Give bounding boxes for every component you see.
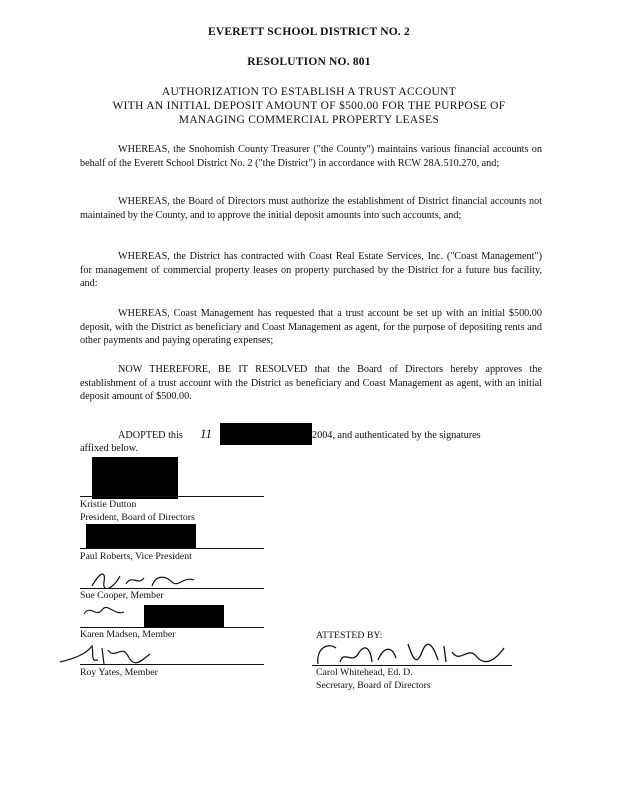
- redacted-signature-4: [144, 605, 224, 627]
- signatory-4-name: Karen Madsen, Member: [80, 629, 176, 640]
- signature-line-5: [80, 664, 264, 665]
- signatory-2-name: Paul Roberts, Vice President: [80, 551, 192, 562]
- signatory-3-name: Sue Cooper, Member: [80, 590, 164, 601]
- paragraph-2: WHEREAS, the Board of Directors must authorize the establishment of District financial accounts not maintained by the County, and to approve the initial deposit amounts into such accounts, and;: [80, 196, 542, 221]
- district-heading: EVERETT SCHOOL DISTRICT NO. 2: [208, 26, 410, 38]
- paragraph-1: WHEREAS, the Snohomish County Treasurer ("the County") maintains various financial accounts on behalf of the Everett School District No. 2 ("the District") in accordance with RCW 28A.510.270, and;: [80, 144, 542, 169]
- redacted-signature-1: [92, 457, 178, 499]
- signature-line-3: [80, 588, 264, 589]
- paragraph-3: WHEREAS, the District has contracted with Coast Real Estate Services, Inc. ("Coast Management") for management of commercial property leases on property purchased by the District for a future bus facility, and:: [80, 251, 542, 289]
- signatory-1-title: President, Board of Directors: [80, 512, 195, 523]
- secretary-title: Secretary, Board of Directors: [316, 680, 431, 691]
- adopted-day: 11: [200, 426, 213, 441]
- signature-line-4: [80, 627, 264, 628]
- redacted-month: [220, 423, 312, 445]
- paragraph-5: NOW THEREFORE, BE IT RESOLVED that the Board of Directors hereby approves the establishment of a trust account with the District as beneficiary and Coast Management as agent, with an initial deposit amount of $500.00.: [80, 364, 542, 402]
- redacted-signature-2: [86, 524, 196, 548]
- signature-scribble-4: [80, 602, 140, 622]
- signatory-5-name: Roy Yates, Member: [80, 667, 158, 678]
- resolution-number: RESOLUTION NO. 801: [247, 56, 371, 68]
- attest-signature-line: [312, 665, 512, 666]
- signatory-1-name: Kristie Dutton: [80, 499, 137, 510]
- adopted-line-2: affixed below.: [80, 443, 138, 454]
- secretary-name: Carol Whitehead, Ed. D.: [316, 667, 413, 678]
- title-line-2: WITH AN INITIAL DEPOSIT AMOUNT OF $500.00 FOR THE PURPOSE OF: [112, 100, 506, 112]
- adopted-prefix: ADOPTED this: [118, 430, 183, 441]
- title-line-1: AUTHORIZATION TO ESTABLISH A TRUST ACCOUNT: [161, 86, 457, 98]
- signature-line-1: [80, 496, 264, 497]
- paragraph-4: WHEREAS, Coast Management has requested that a trust account be set up with an initial $500.00 deposit, with the District as beneficiary and Coast Management as agent, for the purpose of depositing rents and other payments and paying operating expenses;: [80, 308, 542, 346]
- adopted-year-text: 2004, and authenticated by the signatures: [312, 430, 481, 441]
- title-line-3: MANAGING COMMERCIAL PROPERTY LEASES: [178, 114, 440, 126]
- signature-line-2: [80, 548, 264, 549]
- attested-by-label: ATTESTED BY:: [316, 630, 383, 641]
